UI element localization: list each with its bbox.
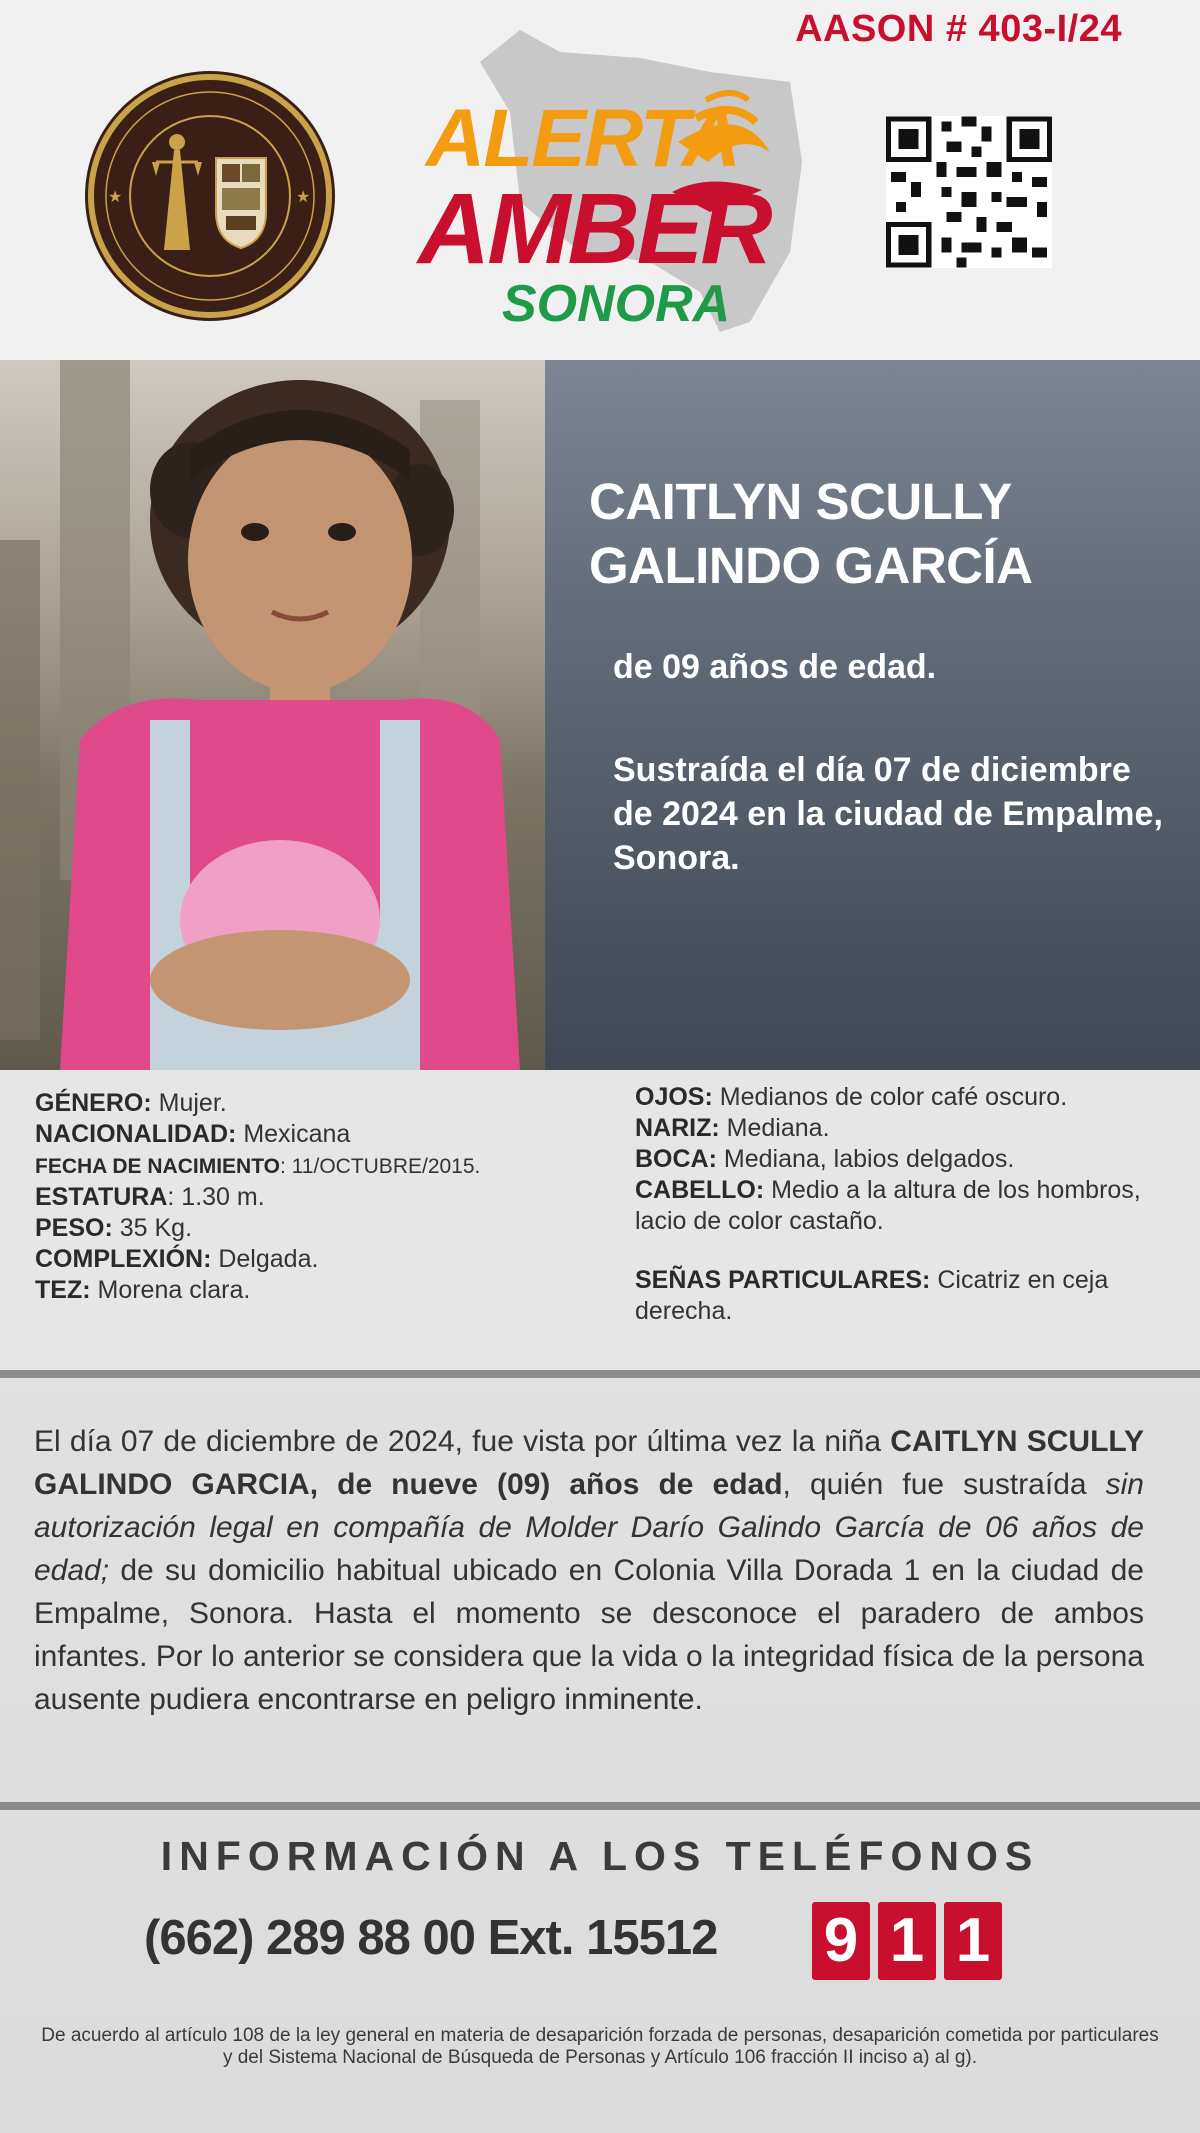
section-divider [0, 1370, 1200, 1378]
person-summary-panel [545, 360, 1200, 1070]
section-divider [0, 1802, 1200, 1810]
contact-heading: INFORMACIÓN A LOS TELÉFONOS [160, 1833, 1040, 1879]
logo-alerta-text: ALERTA [426, 93, 739, 184]
description-left-column [35, 1088, 615, 1306]
description-right-column [635, 1082, 1180, 1327]
detail-eyes: OJOS: Medianos de color café oscuro. [635, 1083, 1068, 1111]
case-narrative: El día 07 de diciembre de 2024, fue vista por última vez la niña CAITLYN SCULLY GALINDO GARCIA, de nueve (09) años de edad, quién fue sustraída sin autorización legal en compañía de Molder Darío Galindo García de 06 años de edad; de su domicilio habitual ubicado en Colonia Villa Dorada 1 en la ciudad de Empalme, Sonora. Hasta el momento se desconoce el paradero de ambos infantes. Por lo anterior se considera que la vida o la integridad física de la persona ausente pudiera encontrarse en peligro inminente. [34, 1425, 1144, 1716]
seal-emblem [94, 80, 326, 312]
legal-footer: De acuerdo al artículo 108 de la ley general en materia de desaparición forzada de personas, desaparición cometida por particulares y del Sistema Nacional de Búsqueda de Personas y Artículo 106 fracción II inciso a) al g). [41, 2025, 1159, 2068]
missing-person-photo [0, 360, 545, 1070]
logo-sonora-text: SONORA [502, 275, 731, 333]
physical-description [0, 1070, 1200, 1370]
detail-complexion: TEZ: Morena clara. [35, 1276, 251, 1304]
child-portrait-image [0, 360, 545, 1070]
missing-person-name: CAITLYN SCULLY GALINDO GARCÍA [589, 473, 1033, 594]
fiscalia-seal-logo [88, 74, 332, 318]
detail-distinguishing-marks: SEÑAS PARTICULARES: Cicatriz en ceja derecha. [635, 1266, 1109, 1325]
missing-person-age: de 09 años de edad. [613, 648, 937, 686]
case-code: AASON # 403-I/24 [795, 8, 1122, 50]
detail-nationality: NACIONALIDAD: Mexicana [35, 1120, 351, 1148]
contact-phone-number[interactable]: (662) 289 88 00 Ext. 15512 [144, 1911, 718, 1965]
emergency-digit: 1 [944, 1902, 1002, 1980]
detail-height: ESTATURA: 1.30 m. [35, 1183, 265, 1211]
emergency-number-911[interactable] [812, 1902, 1002, 1980]
svg-text:★: ★ [296, 187, 311, 206]
column-spacer [635, 1237, 1180, 1265]
abduction-summary: Sustraída el día 07 de diciembre de 2024 en la ciudad de Empalme, Sonora. [613, 751, 1163, 877]
svg-text:★: ★ [108, 187, 123, 206]
emergency-digit: 9 [812, 1902, 870, 1980]
logo-amber-text: AMBER [418, 173, 770, 285]
detail-hair: CABELLO: Medio a la altura de los hombros, lacio de color castaño. [635, 1176, 1141, 1235]
detail-birthdate: FECHA DE NACIMIENTO: 11/OCTUBRE/2015. [35, 1155, 481, 1178]
detail-build: COMPLEXIÓN: Delgada. [35, 1245, 319, 1273]
qr-code-icon[interactable] [886, 116, 1052, 268]
qr-pattern [886, 116, 1052, 268]
detail-nose: NARIZ: Mediana. [635, 1114, 830, 1142]
poster-header [0, 0, 1200, 360]
emergency-digit: 1 [878, 1902, 936, 1980]
detail-weight: PESO: 35 Kg. [35, 1214, 193, 1242]
alerta-amber-sonora-logo [410, 22, 810, 342]
detail-gender: GÉNERO: Mujer. [35, 1089, 227, 1117]
detail-mouth: BOCA: Mediana, labios delgados. [635, 1145, 1015, 1173]
